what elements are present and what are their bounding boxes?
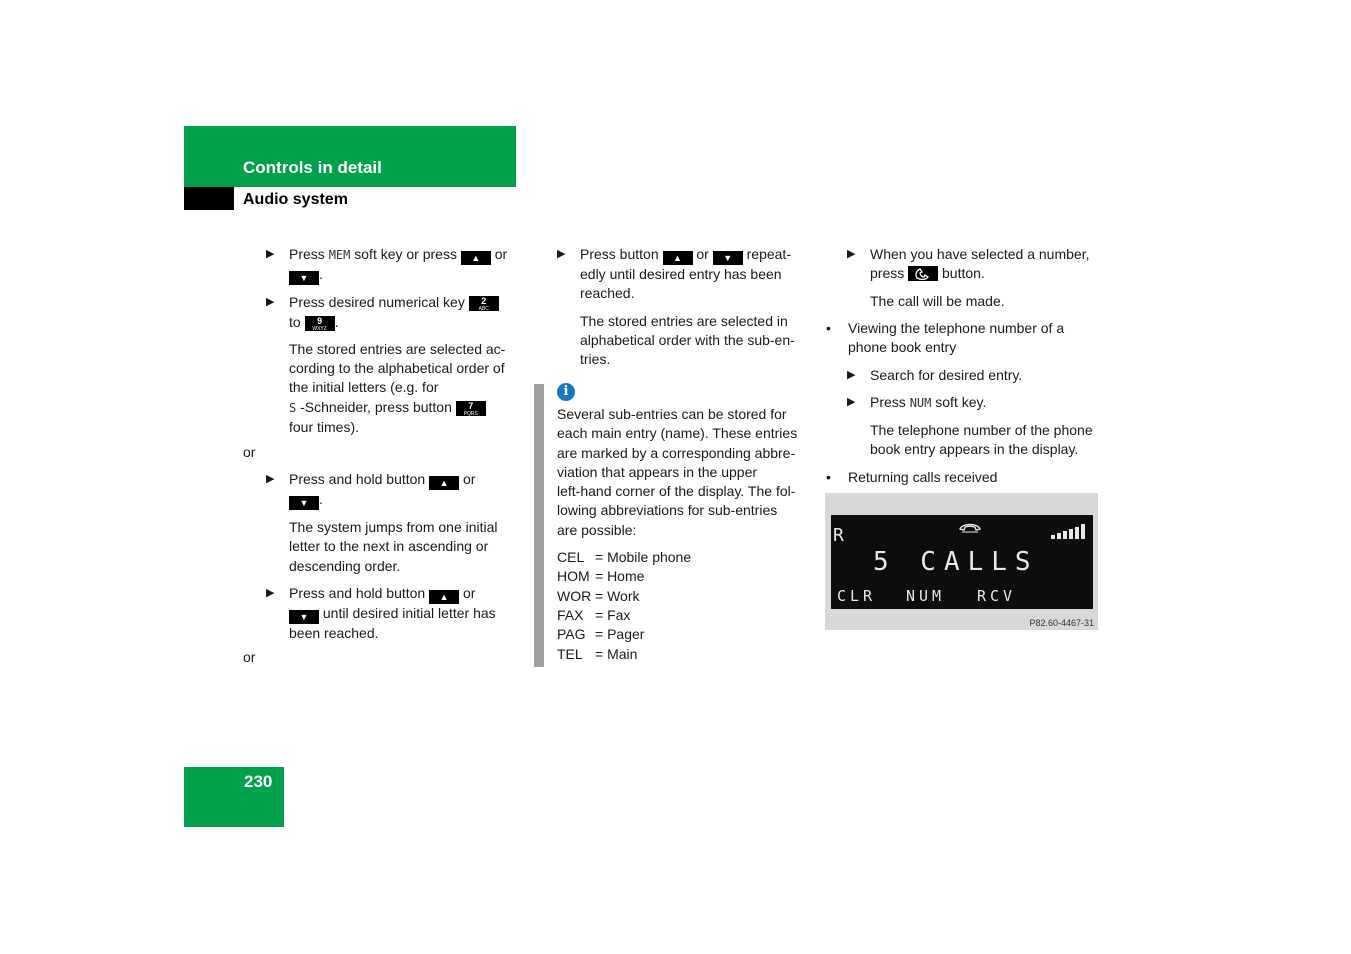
abbr-row: TEL = Main (557, 645, 638, 662)
handset-icon (958, 520, 982, 534)
section-title: Controls in detail (243, 158, 382, 177)
phone-display-illustration (825, 493, 1098, 630)
num-softkey-label: NUM (909, 395, 932, 410)
step-press-repeatedly: ▶ Press button ▲ or ▼ repeat- edly until desired entry has been reached. (557, 246, 791, 302)
lcd-screen (831, 515, 1093, 609)
step-arrow-icon: ▶ (266, 586, 275, 599)
phone-send-key-icon (908, 266, 938, 281)
step-press-hold: ▶ Press and hold button ▲ or ▼ . (266, 471, 476, 508)
paragraph-alphabetical: The stored entries are selected ac- cording to the alphabetical order of the initial letters (e.g. for S -Schneider, press button 7 PQRS four times). (289, 340, 506, 436)
abbr-row: WOR = Work (557, 587, 640, 604)
softkey-rcv: RCV (977, 587, 1017, 605)
paragraph-jump: The system jumps from one initial letter to the next in ascending or descending order. (289, 519, 498, 574)
step-arrow-icon: ▶ (847, 368, 856, 381)
page-number: 230 (244, 772, 273, 791)
abbr-row: FAX = Fax (557, 606, 631, 623)
section-subtitle: Audio system (243, 191, 348, 208)
softkey-clr: CLR (837, 587, 877, 605)
step-numerical-key: ▶ Press desired numerical key 2 ABC to 9 WXYZ . (289, 293, 519, 332)
info-note: Several sub-entries can be stored for each main entry (name). These entries are marked by a corresponding abbre- viation that appears in the upper left-hand corner of the display. The fol- lowing abbreviations for sub-entries are possible: CEL = Mobile phone HOM = Home WOR = Work FAX = Fax PAG = Pager TEL = Main (557, 405, 817, 664)
step-press-hold-until: ▶ Press and hold button ▲ or ▼ until desired initial letter has been reached. (266, 584, 496, 641)
abbr-row: PAG = Pager (557, 626, 645, 643)
abbr-row: CEL = Mobile phone (557, 549, 692, 566)
note-side-bar (534, 384, 544, 667)
down-arrow-key-icon: ▼ (289, 496, 319, 510)
paragraph-call-made: The call will be made. (870, 292, 1005, 309)
step-arrow-icon: ▶ (557, 248, 566, 260)
bullet-icon: • (826, 468, 831, 485)
header-marker (184, 187, 234, 210)
down-arrow-key-icon: ▼ (289, 271, 319, 285)
up-arrow-key-icon: ▲ (663, 251, 693, 265)
or-label-2: or (243, 649, 256, 665)
column-3 (847, 245, 1105, 311)
key-7-icon: 7 PQRS (456, 401, 486, 416)
column-1 (266, 245, 519, 437)
key-2-icon: 2 ABC (469, 296, 499, 311)
paragraph-sub-entries: The stored entries are selected in alphabetical order with the sub-en- tries. (580, 312, 795, 368)
up-arrow-key-icon: ▲ (429, 476, 459, 490)
bullet-viewing: • Viewing the telephone number of a phone book entry (826, 320, 1065, 356)
step-search: ▶ Search for desired entry. (870, 366, 1108, 385)
up-arrow-key-icon: ▲ (461, 251, 491, 265)
calls-count-text: 5 CALLS (873, 547, 1039, 577)
bullet-returning: • Returning calls received (848, 468, 1108, 487)
step-arrow-icon: ▶ (266, 248, 275, 260)
step-arrow-icon: ▶ (847, 248, 856, 260)
step-arrow-icon: ▶ (266, 473, 275, 485)
figure-caption: P82.60-4467-31 (1029, 618, 1094, 628)
paragraph-number-appears: The telephone number of the phone book entry appears in the display. (870, 422, 1093, 458)
softkey-num: NUM (906, 587, 946, 605)
column-2 (557, 245, 810, 369)
column-3-lower (826, 319, 1108, 487)
step-arrow-icon: ▶ (266, 296, 275, 309)
signal-strength-icon (1049, 521, 1089, 541)
abbr-row: HOM = Home (557, 568, 645, 585)
column-1-lower (266, 470, 519, 643)
step-press-mem: ▶ Press MEM soft key or press ▲ or ▼ . (266, 246, 508, 284)
up-arrow-key-icon: ▲ (429, 590, 459, 604)
step-send: ▶ When you have selected a number, press button. (847, 246, 1090, 282)
bullet-icon: • (826, 320, 831, 336)
key-9-icon: 9 WXYZ (305, 316, 335, 331)
down-arrow-key-icon: ▼ (289, 610, 319, 624)
down-arrow-key-icon: ▼ (713, 251, 743, 265)
step-num-softkey: ▶ Press NUM soft key. (870, 393, 1108, 413)
step-arrow-icon: ▶ (847, 395, 856, 408)
mem-softkey-label: MEM (328, 248, 351, 262)
info-icon: i (557, 383, 575, 401)
entry-type-indicator: R (833, 525, 844, 546)
or-label-1: or (243, 444, 256, 460)
